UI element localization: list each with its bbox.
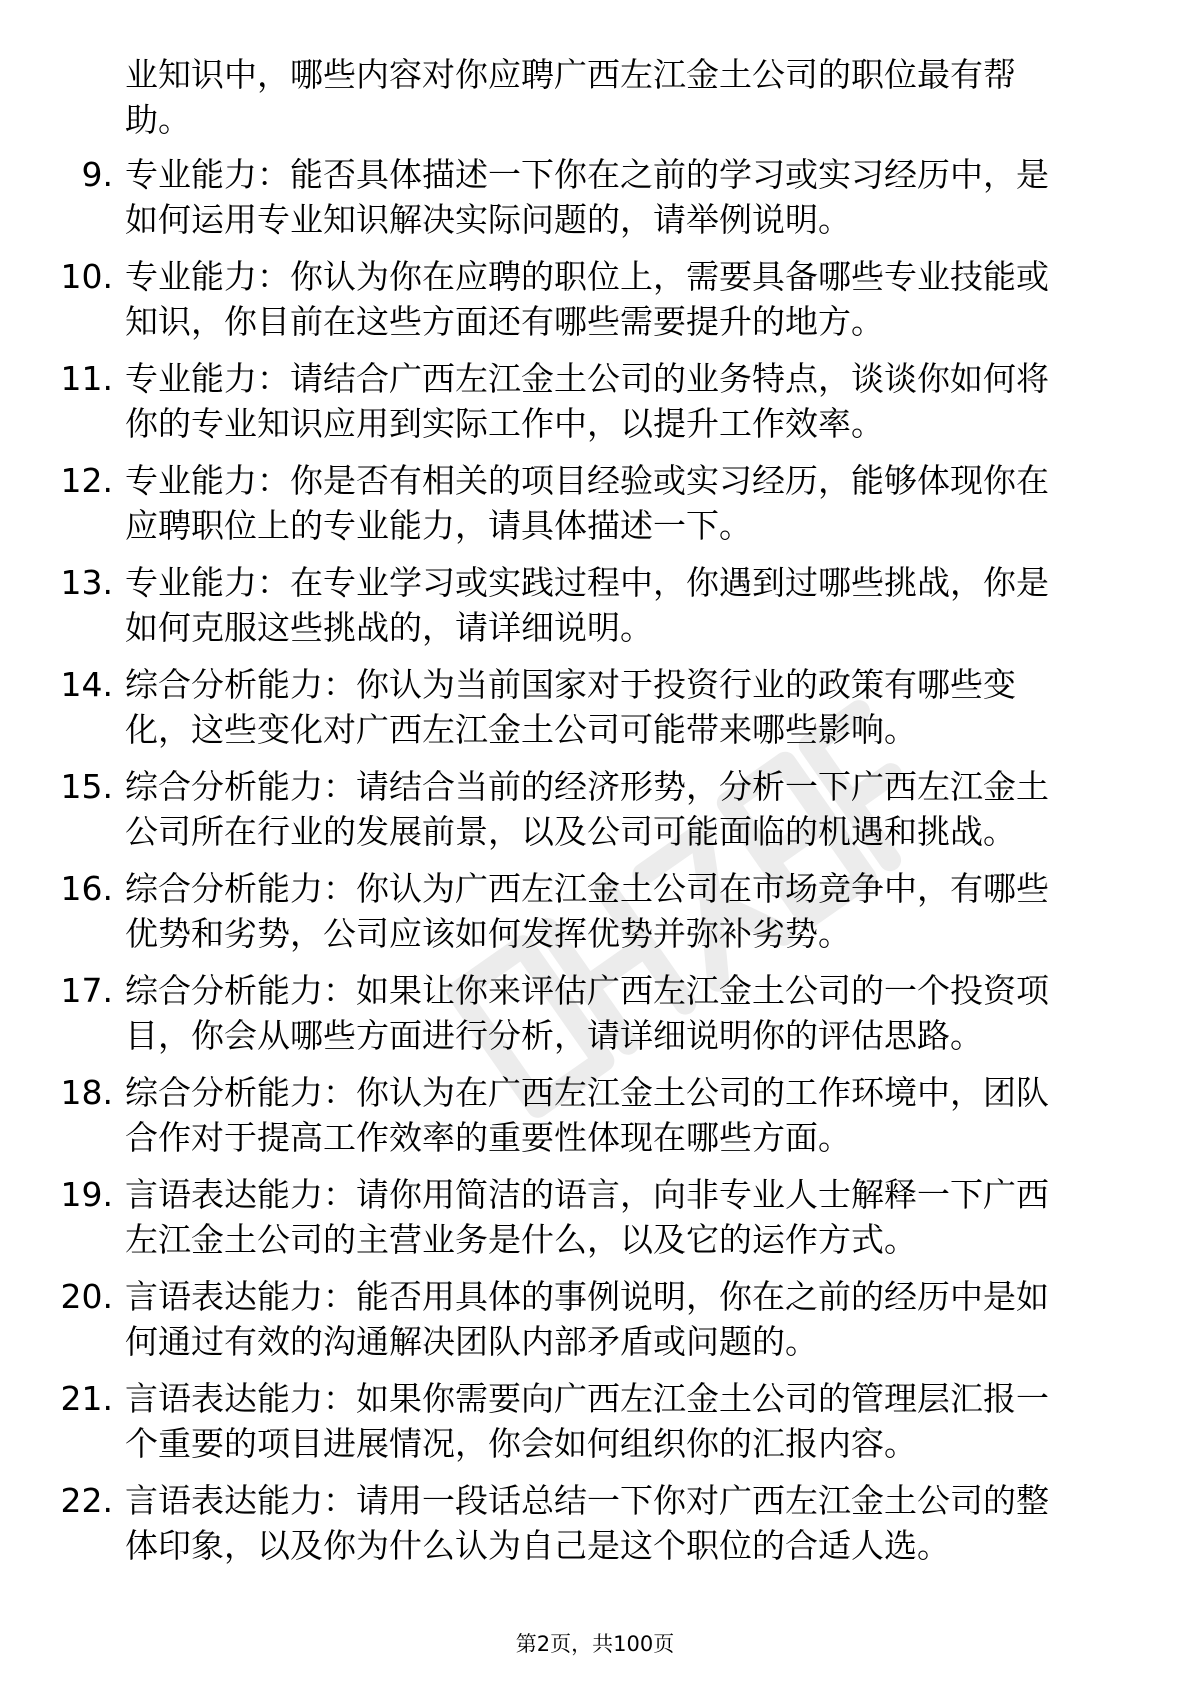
list-item [81,152,1115,242]
item-text: 言语表达能力：如果你需要向广西左江金土公司的管理层汇报一 个重要的项目进展情况，你会如何组织你的汇报内容。 [125,1379,1049,1463]
list-item [60,356,1115,446]
list-item [60,1478,1115,1568]
item-text: 综合分析能力：如果让你来评估广西左江金土公司的一个投资项 目，你会从哪些方面进行分析，请详细说明你的评估思路。 [125,971,1049,1055]
list-item [60,254,1115,344]
item-text: 专业能力：请结合广西左江金土公司的业务特点，谈谈你如何将 你的专业知识应用到实际工作中，以提升工作效率。 [125,359,1049,443]
item-text: 专业能力：你认为你在应聘的职位上，需要具备哪些专业技能或 知识，你目前在这些方面还有哪些需要提升的地方。 [125,257,1049,341]
item-number: 19. [60,1175,113,1214]
item-text: 专业能力：在专业学习或实践过程中，你遇到过哪些挑战，你是 如何克服这些挑战的，请详细说明。 [125,563,1049,647]
item-number: 12. [60,461,113,500]
item-number: 11. [60,359,113,398]
item-text: 言语表达能力：请你用简洁的语言，向非专业人士解释一下广西 左江金土公司的主营业务是什么，以及它的运作方式。 [125,1175,1049,1259]
item-text: 言语表达能力：请用一段话总结一下你对广西左江金土公司的整 体印象，以及你为什么认为自己是这个职位的合适人选。 [125,1481,1049,1565]
item-number: 16. [60,869,113,908]
list-item [60,1172,1115,1262]
item-number: 17. [60,971,113,1010]
item-text: 言语表达能力：能否用具体的事例说明，你在之前的经历中是如 何通过有效的沟通解决团队内部矛盾或问题的。 [125,1277,1049,1361]
item-text: 综合分析能力：你认为在广西左江金土公司的工作环境中，团队 合作对于提高工作效率的重要性体现在哪些方面。 [125,1073,1049,1157]
list-item [60,866,1115,956]
item-text: 综合分析能力：你认为广西左江金土公司在市场竞争中，有哪些 优势和劣势，公司应该如何发挥优势并弥补劣势。 [125,869,1049,953]
item-text: 专业能力：能否具体描述一下你在之前的学习或实习经历中，是 如何运用专业知识解决实际问题的，请举例说明。 [125,155,1049,239]
list-item [60,458,1115,548]
list-item [60,662,1115,752]
item-text: 专业能力：你是否有相关的项目经验或实习经历，能够体现你在 应聘职位上的专业能力，请具体描述一下。 [125,461,1049,545]
document-body [60,52,1115,1580]
item-number: 13. [60,563,113,602]
item-number: 18. [60,1073,113,1112]
list-item [60,968,1115,1058]
list-item [60,1376,1115,1466]
item-number: 9. [81,155,113,194]
list-item [60,560,1115,650]
item-number: 14. [60,665,113,704]
continued-paragraph: 业知识中，哪些内容对你应聘广西左江金土公司的职位最有帮 助。 [125,55,1016,139]
item-number: 20. [60,1277,113,1316]
question-list [60,152,1115,1568]
list-item [60,764,1115,854]
list-item [60,1070,1115,1160]
item-number: 15. [60,767,113,806]
item-number: 22. [60,1481,113,1520]
item-number: 21. [60,1379,113,1418]
page-number-footer: 第2页，共100页 [515,1632,675,1656]
item-number: 10. [60,257,113,296]
item-text: 综合分析能力：请结合当前的经济形势，分析一下广西左江金土 公司所在行业的发展前景，以及公司可能面临的机遇和挑战。 [125,767,1049,851]
list-item [60,1274,1115,1364]
item-text: 综合分析能力：你认为当前国家对于投资行业的政策有哪些变 化，这些变化对广西左江金土公司可能带来哪些影响。 [125,665,1016,749]
